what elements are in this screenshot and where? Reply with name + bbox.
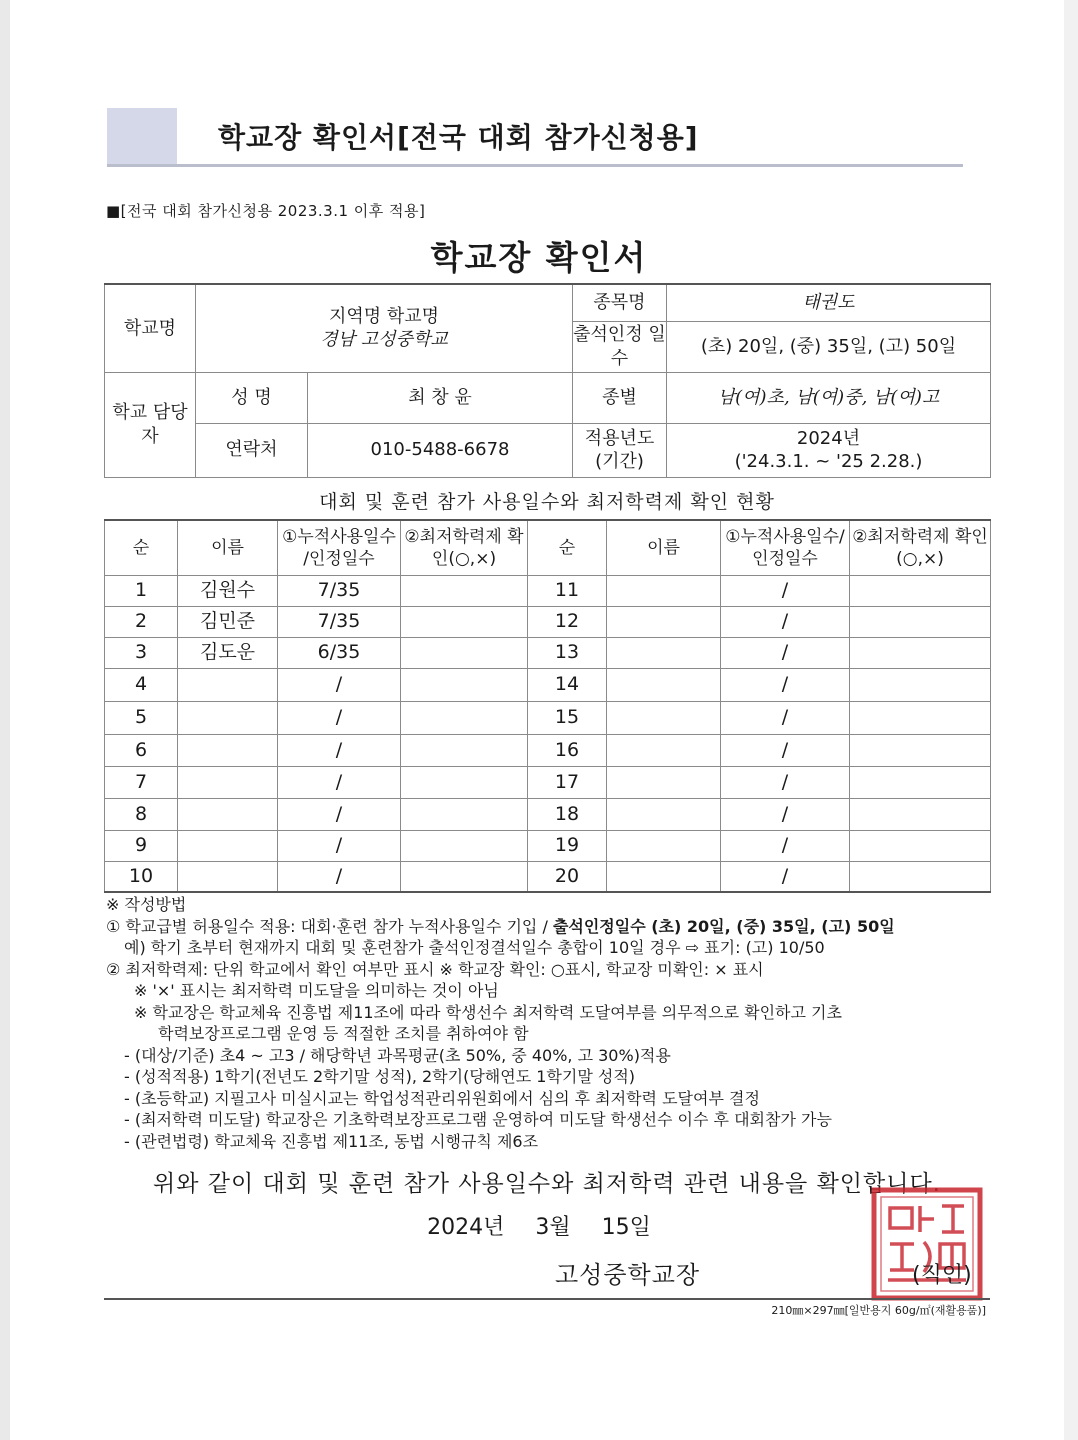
table-row xyxy=(105,575,991,606)
table-row xyxy=(105,830,991,861)
principal-signature: 고성중학교장 xyxy=(555,1261,701,1289)
min-academic-check xyxy=(850,861,991,892)
instruction-bullet: - (관련법령) 학교체육 진흥법 제11조, 동법 시행규칙 제6조 xyxy=(124,1131,539,1151)
days-used: / xyxy=(278,766,401,798)
period-range: ('24.3.1. ~ '25 2.28.) xyxy=(734,451,923,472)
student-name xyxy=(178,701,278,734)
student-name xyxy=(178,861,278,892)
min-academic-check xyxy=(850,701,991,734)
contact-label: 연락처 xyxy=(196,423,308,477)
date-day: 15일 xyxy=(601,1215,651,1240)
section-title: 대회 및 훈련 참가 사용일수와 최저학력제 확인 현황 xyxy=(319,491,775,513)
instruction-bullet: - (성적적용) 1학기(전년도 2학기말 성적), 2학기(당해연도 1학기말 성적) xyxy=(124,1067,636,1086)
min-academic-check xyxy=(850,798,991,830)
header-days: ①누적사용일수 /인정일수 xyxy=(278,520,401,575)
min-academic-check xyxy=(850,734,991,766)
student-name xyxy=(607,766,721,798)
student-name xyxy=(178,798,278,830)
row-number: 14 xyxy=(528,668,607,701)
student-name: 김도운 xyxy=(178,637,278,668)
table-row xyxy=(105,701,991,734)
table-row xyxy=(105,606,991,637)
date-year: 2024년 xyxy=(427,1215,505,1240)
days-used: / xyxy=(721,798,850,830)
min-academic-check xyxy=(850,668,991,701)
instruction-example: 예) 학기 초부터 현재까지 대회 및 훈련참가 출석인정결석일수 총합이 10일 경우 ⇨ 표기: (고) 10/50 xyxy=(124,938,825,957)
row-number: 20 xyxy=(528,861,607,892)
header-rule xyxy=(107,164,963,167)
table-row xyxy=(105,734,991,766)
name-label: 성 명 xyxy=(196,372,308,423)
instruction-note-2: ※ 학교장은 학교체육 진흥법 제11조에 따라 학생선수 최저학력 도달여부를 의무적으로 확인하고 기초 xyxy=(134,1002,842,1022)
confirmation-statement: 위와 같이 대회 및 훈련 참가 사용일수와 최저학력 관련 내용을 확인합니다. xyxy=(153,1171,941,1197)
student-name: 김민준 xyxy=(178,606,278,637)
roster-table xyxy=(104,519,991,893)
min-academic-check xyxy=(401,637,528,668)
student-name: 김원수 xyxy=(178,575,278,606)
row-number: 19 xyxy=(528,830,607,861)
days-used: / xyxy=(278,668,401,701)
header-check: ②최저학력제 확인(○,×) xyxy=(850,520,991,575)
student-name xyxy=(178,830,278,861)
row-number: 7 xyxy=(105,766,178,798)
instruction-bullet: - (최저학력 미도달) 학교장은 기초학력보장프로그램 운영하여 미도달 학생선수 이수 후 대회참가 가능 xyxy=(124,1110,832,1129)
seal-label: (직인) xyxy=(912,1263,972,1288)
header-title: 학교장 확인서[전국 대회 참가신청용] xyxy=(218,121,699,154)
row-number: 1 xyxy=(105,575,178,606)
student-name xyxy=(607,575,721,606)
gender-value: 남(여)초, 남(여)중, 남(여)고 xyxy=(667,372,991,423)
min-academic-check xyxy=(401,798,528,830)
student-name xyxy=(607,606,721,637)
period-cell xyxy=(667,423,991,477)
instruction-item-1 xyxy=(106,916,996,938)
instructions-title: ※ 작성방법 xyxy=(106,895,187,914)
instruction-note-1: ※ '×' 표시는 최저학력 미도달을 의미하는 것이 아님 xyxy=(134,981,499,1000)
days-used: / xyxy=(721,734,850,766)
days-used: 7/35 xyxy=(278,606,401,637)
min-academic-check xyxy=(850,830,991,861)
student-name xyxy=(178,766,278,798)
attendance-value: (초) 20일, (중) 35일, (고) 50일 xyxy=(667,321,991,372)
row-number: 2 xyxy=(105,606,178,637)
date-month: 3월 xyxy=(535,1215,571,1240)
min-academic-check xyxy=(401,734,528,766)
days-used: / xyxy=(721,668,850,701)
bottom-rule xyxy=(104,1298,990,1300)
student-name xyxy=(607,734,721,766)
min-academic-check xyxy=(401,575,528,606)
table-row xyxy=(105,668,991,701)
document-title: 학교장 확인서 xyxy=(430,238,648,277)
header-seq: 순 xyxy=(528,520,607,575)
instruction-note-2-cont: 학력보장프로그램 운영 등 적절한 조치를 취하여야 함 xyxy=(158,1024,529,1043)
period-label: 적용년도 (기간) xyxy=(573,423,667,477)
contact-value: 010-5488-6678 xyxy=(308,423,573,477)
days-used: / xyxy=(278,830,401,861)
student-name xyxy=(607,637,721,668)
days-used: / xyxy=(721,575,850,606)
period-year: 2024년 xyxy=(796,427,861,449)
student-name xyxy=(178,668,278,701)
student-name xyxy=(607,861,721,892)
row-number: 17 xyxy=(528,766,607,798)
instruction-1-text: ① 학교급별 허용일수 적용: 대회·훈련 참가 누적사용일수 기입 / xyxy=(106,916,553,936)
days-used: / xyxy=(721,830,850,861)
applicability-note: ■[전국 대회 참가신청용 2023.3.1 이후 적용] xyxy=(106,202,426,220)
days-used: / xyxy=(278,798,401,830)
days-used: 6/35 xyxy=(278,637,401,668)
min-academic-check xyxy=(401,668,528,701)
row-number: 11 xyxy=(528,575,607,606)
instruction-item-2: ② 최저학력제: 단위 학교에서 확인 여부만 표시 ※ 학교장 확인: ○표시, 학교장 미확인: × 표시 xyxy=(106,959,764,979)
student-name xyxy=(607,830,721,861)
school-cell xyxy=(196,284,573,372)
row-number: 10 xyxy=(105,861,178,892)
instruction-bullet: - (대상/기준) 초4 ~ 고3 / 해당학년 과목평균(초 50%, 중 40%, 고 30%)적용 xyxy=(124,1045,671,1065)
attendance-label: 출석인정 일수 xyxy=(573,321,667,372)
school-header: 지역명 학교명 xyxy=(328,305,440,327)
table-row xyxy=(105,637,991,668)
row-number: 13 xyxy=(528,637,607,668)
min-academic-check xyxy=(401,606,528,637)
days-used: / xyxy=(721,766,850,798)
paper-spec-footer: 210㎜×297㎜[일반용지 60g/㎡(재활용품)] xyxy=(771,1304,986,1317)
days-used: / xyxy=(278,861,401,892)
min-academic-check xyxy=(401,830,528,861)
days-used: / xyxy=(278,701,401,734)
days-used: / xyxy=(721,861,850,892)
row-number: 15 xyxy=(528,701,607,734)
event-label: 종목명 xyxy=(573,284,667,321)
school-label: 학교명 xyxy=(105,284,196,372)
min-academic-check xyxy=(850,575,991,606)
header-name: 이름 xyxy=(607,520,721,575)
instruction-1-emphasis: 출석인정일수 (초) 20일, (중) 35일, (고) 50일 xyxy=(552,916,895,936)
student-name xyxy=(607,668,721,701)
student-name xyxy=(607,701,721,734)
min-academic-check xyxy=(401,766,528,798)
days-used: 7/35 xyxy=(278,575,401,606)
header-check: ②최저학력제 확인(○,×) xyxy=(401,520,528,575)
table-row xyxy=(105,798,991,830)
gender-label: 종별 xyxy=(573,372,667,423)
min-academic-check xyxy=(401,701,528,734)
writing-instructions xyxy=(106,894,996,1152)
min-academic-check xyxy=(850,766,991,798)
min-academic-check xyxy=(401,861,528,892)
header-days: ①누적사용일수/ 인정일수 xyxy=(721,520,850,575)
header-name: 이름 xyxy=(178,520,278,575)
days-used: / xyxy=(721,637,850,668)
min-academic-check xyxy=(850,606,991,637)
table-row xyxy=(105,861,991,892)
school-info-table xyxy=(104,283,991,478)
row-number: 8 xyxy=(105,798,178,830)
days-used: / xyxy=(721,606,850,637)
row-number: 6 xyxy=(105,734,178,766)
row-number: 16 xyxy=(528,734,607,766)
row-number: 12 xyxy=(528,606,607,637)
school-value: 경남 고성중학교 xyxy=(320,329,448,351)
row-number: 9 xyxy=(105,830,178,861)
table-row xyxy=(105,766,991,798)
row-number: 18 xyxy=(528,798,607,830)
min-academic-check xyxy=(850,637,991,668)
student-name xyxy=(178,734,278,766)
row-number: 5 xyxy=(105,701,178,734)
instruction-bullet: - (초등학교) 지필고사 미실시교는 학업성적관리위원회에서 심의 후 최저학력 도달여부 결정 xyxy=(124,1088,760,1108)
days-used: / xyxy=(278,734,401,766)
days-used: / xyxy=(721,701,850,734)
header-shade xyxy=(107,108,177,164)
student-name xyxy=(607,798,721,830)
row-number: 3 xyxy=(105,637,178,668)
manager-label: 학교 담당자 xyxy=(105,372,196,477)
event-value: 태권도 xyxy=(667,284,991,321)
row-number: 4 xyxy=(105,668,178,701)
header-seq: 순 xyxy=(105,520,178,575)
name-value: 최 창 윤 xyxy=(308,372,573,423)
